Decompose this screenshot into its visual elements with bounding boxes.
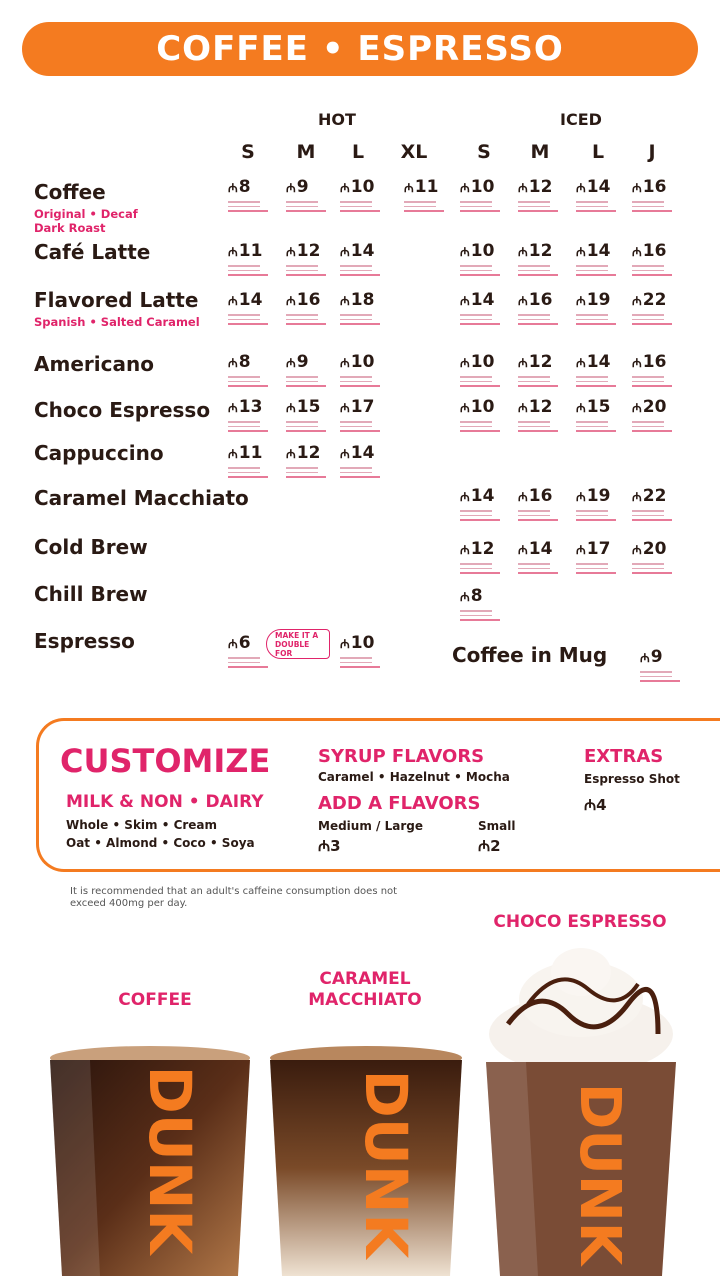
double-espresso-badge: MAKE IT A DOUBLE FOR bbox=[266, 629, 330, 659]
menu-item-name: Espresso bbox=[34, 629, 135, 653]
svg-text:DUNK: DUNK bbox=[352, 1069, 420, 1259]
price-cell: ₼16 bbox=[286, 291, 344, 325]
price-cell: ₼14 bbox=[576, 242, 634, 276]
size-iced-j: J bbox=[648, 141, 656, 163]
price-cell: ₼12 bbox=[518, 178, 576, 212]
menu-item-name: Coffee bbox=[34, 180, 106, 204]
price-cell: ₼14 bbox=[340, 242, 398, 276]
product-label-coffee: COFFEE bbox=[118, 990, 192, 1010]
size-iced-m: M bbox=[530, 141, 550, 163]
size-hot-m: M bbox=[296, 141, 316, 163]
add-flavor-small-label: Small bbox=[478, 819, 516, 833]
price-cell: ₼8 bbox=[228, 178, 286, 212]
price-cell: ₼10 bbox=[340, 634, 398, 668]
add-flavor-ml-label: Medium / Large bbox=[318, 819, 423, 833]
menu-item-subtitle: Dark Roast bbox=[34, 221, 106, 235]
price-cell: ₼12 bbox=[286, 444, 344, 478]
price-cell: ₼19 bbox=[576, 291, 634, 325]
add-flavor-ml-price: ₼3 bbox=[318, 837, 341, 855]
size-hot-l: L bbox=[351, 141, 365, 163]
currency-icon: ₼ bbox=[640, 651, 650, 665]
caramel-macchiato-cup-image bbox=[262, 1034, 470, 1276]
price-cell: ₼16 bbox=[632, 242, 690, 276]
price-cell: ₼16 bbox=[518, 291, 576, 325]
milk-title: MILK & NON • DAIRY bbox=[66, 792, 264, 812]
price-cell: ₼22 bbox=[632, 291, 690, 325]
price-cell: ₼11 bbox=[228, 444, 286, 478]
group-iced-label: ICED bbox=[560, 110, 602, 129]
price-cell: ₼12 bbox=[286, 242, 344, 276]
milk-options-line1: Whole • Skim • Cream bbox=[66, 818, 218, 832]
price-cell: ₼15 bbox=[576, 398, 634, 432]
coffee-in-mug-price-cell bbox=[640, 648, 698, 682]
price-cell: ₼8 bbox=[228, 353, 286, 387]
menu-item-name: Cold Brew bbox=[34, 535, 148, 559]
price-cell: ₼6 bbox=[228, 634, 286, 668]
menu-item-subtitle: Original • Decaf bbox=[34, 207, 138, 221]
add-flavor-title: ADD A FLAVORS bbox=[318, 793, 481, 814]
milk-options-line2: Oat • Almond • Coco • Soya bbox=[66, 836, 255, 850]
syrup-title: SYRUP FLAVORS bbox=[318, 746, 485, 767]
price-cell: ₼14 bbox=[340, 444, 398, 478]
extras-title: EXTRAS bbox=[584, 746, 664, 767]
price-cell: ₼17 bbox=[576, 540, 634, 574]
price-cell: ₼14 bbox=[460, 487, 518, 521]
price-cell: ₼16 bbox=[632, 353, 690, 387]
menu-item-name: Café Latte bbox=[34, 240, 151, 264]
price-cell: ₼12 bbox=[518, 353, 576, 387]
price-cell: ₼10 bbox=[460, 398, 518, 432]
price-cell: ₼9 bbox=[286, 178, 344, 212]
price-cell: ₼11 bbox=[404, 178, 462, 212]
price-cell: ₼12 bbox=[518, 398, 576, 432]
menu-item-name: Americano bbox=[34, 352, 154, 376]
menu-item-name: Chill Brew bbox=[34, 582, 148, 606]
price-cell: ₼12 bbox=[460, 540, 518, 574]
add-flavor-small-price: ₼2 bbox=[478, 837, 501, 855]
price-cell: ₼10 bbox=[340, 178, 398, 212]
price-cell: ₼22 bbox=[632, 487, 690, 521]
price-cell: ₼16 bbox=[632, 178, 690, 212]
product-label-caramel: CARAMEL MACCHIATO bbox=[308, 969, 422, 1010]
price-cell: ₼15 bbox=[286, 398, 344, 432]
menu-item-name: Flavored Latte bbox=[34, 288, 199, 312]
price-cell: ₼14 bbox=[518, 540, 576, 574]
price-cell: ₼14 bbox=[460, 291, 518, 325]
group-hot-label: HOT bbox=[318, 110, 356, 129]
price-cell: ₼18 bbox=[340, 291, 398, 325]
price-cell: ₼9 bbox=[286, 353, 344, 387]
coffee-in-mug-label: Coffee in Mug bbox=[452, 643, 608, 667]
menu-item-subtitle: Spanish • Salted Caramel bbox=[34, 315, 200, 329]
extras-price: ₼4 bbox=[584, 796, 607, 814]
price: 9 bbox=[650, 647, 663, 667]
page-title: COFFEE • ESPRESSO bbox=[156, 29, 564, 69]
price-cell: ₼8 bbox=[460, 587, 518, 621]
price-cell: ₼10 bbox=[340, 353, 398, 387]
price-cell: ₼14 bbox=[576, 178, 634, 212]
syrup-list: Caramel • Hazelnut • Mocha bbox=[318, 770, 510, 784]
svg-text:DUNK: DUNK bbox=[567, 1082, 632, 1266]
price-cell: ₼12 bbox=[518, 242, 576, 276]
size-hot-xl: XL bbox=[400, 141, 428, 163]
coffee-cup-image bbox=[40, 1030, 260, 1276]
price-cell: ₼14 bbox=[228, 291, 286, 325]
price-cell: ₼13 bbox=[228, 398, 286, 432]
extras-item: Espresso Shot bbox=[584, 772, 680, 786]
choco-espresso-cup-image bbox=[478, 944, 684, 1276]
price-cell: ₼20 bbox=[632, 398, 690, 432]
customize-title: CUSTOMIZE bbox=[60, 742, 271, 780]
price-cell: ₼19 bbox=[576, 487, 634, 521]
menu-item-name: Caramel Macchiato bbox=[34, 486, 249, 510]
size-hot-s: S bbox=[241, 141, 255, 163]
size-iced-s: S bbox=[477, 141, 491, 163]
price-cell: ₼10 bbox=[460, 353, 518, 387]
size-iced-l: L bbox=[591, 141, 605, 163]
product-label-choco: CHOCO ESPRESSO bbox=[493, 912, 667, 932]
price-cell: ₼10 bbox=[460, 242, 518, 276]
price-cell: ₼17 bbox=[340, 398, 398, 432]
price-cell: ₼16 bbox=[518, 487, 576, 521]
header-banner bbox=[22, 22, 698, 76]
price-cell: ₼20 bbox=[632, 540, 690, 574]
price-cell: ₼14 bbox=[576, 353, 634, 387]
menu-item-name: Cappuccino bbox=[34, 441, 164, 465]
menu-item-name: Choco Espresso bbox=[34, 398, 211, 422]
price-cell: ₼10 bbox=[460, 178, 518, 212]
svg-text:DUNK: DUNK bbox=[136, 1065, 204, 1255]
price-cell: ₼11 bbox=[228, 242, 286, 276]
caffeine-disclaimer: It is recommended that an adult's caffeine consumption does not exceed 400mg per day. bbox=[70, 886, 398, 909]
